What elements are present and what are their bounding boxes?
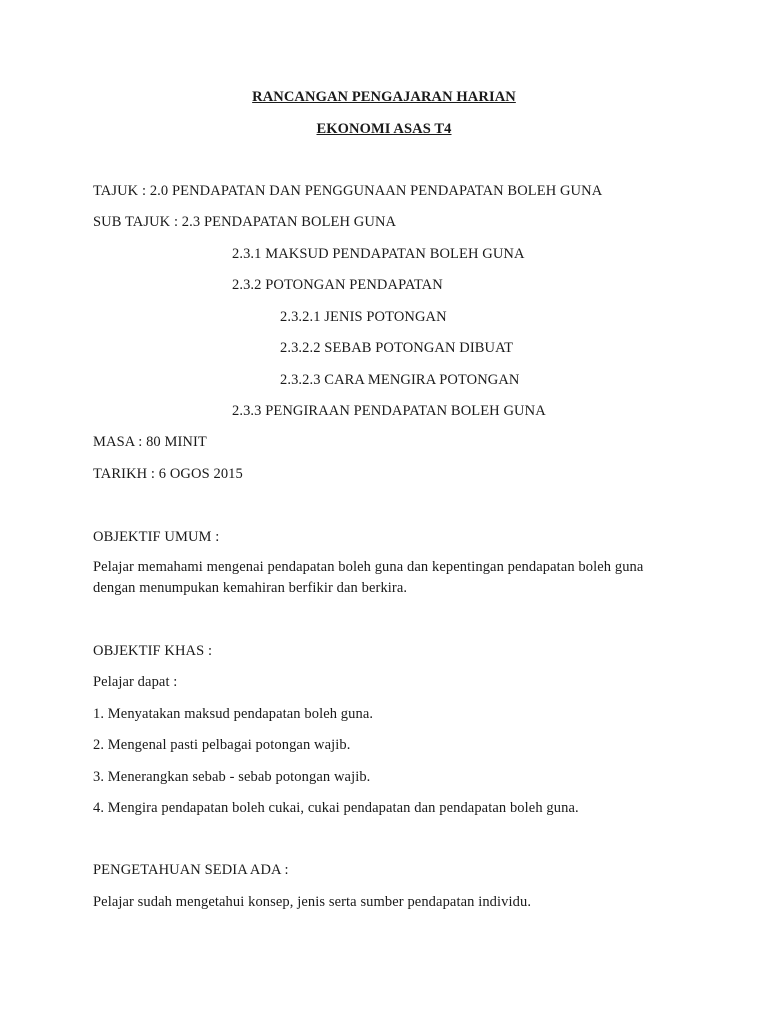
- sub-item: 2.3.2.3 CARA MENGIRA POTONGAN: [280, 372, 520, 388]
- objektif-umum-heading: OBJEKTIF UMUM :: [93, 529, 220, 545]
- tarikh-line: TARIKH : 6 OGOS 2015: [93, 466, 243, 482]
- document-subject: EKONOMI ASAS T4: [316, 121, 452, 137]
- objektif-khas-item: 2. Mengenal pasti pelbagai potongan wajib.: [93, 737, 351, 753]
- sub-item: 2.3.2.2 SEBAB POTONGAN DIBUAT: [280, 340, 514, 356]
- objektif-khas-intro: Pelajar dapat :: [93, 674, 178, 690]
- pengetahuan-heading: PENGETAHUAN SEDIA ADA :: [93, 862, 289, 878]
- sub-item: 2.3.2 POTONGAN PENDAPATAN: [232, 277, 443, 293]
- objektif-khas-item: 4. Mengira pendapatan boleh cukai, cukai pendapatan dan pendapatan boleh guna.: [93, 800, 579, 816]
- objektif-khas-heading: OBJEKTIF KHAS :: [93, 643, 213, 659]
- sub-tajuk-line: SUB TAJUK : 2.3 PENDAPATAN BOLEH GUNA: [93, 214, 397, 230]
- sub-item: 2.3.2.1 JENIS POTONGAN: [280, 309, 447, 325]
- tajuk-line: TAJUK : 2.0 PENDAPATAN DAN PENGGUNAAN PENDAPATAN BOLEH GUNA: [93, 183, 603, 199]
- document-title: RANCANGAN PENGAJARAN HARIAN: [252, 89, 516, 105]
- pengetahuan-text: Pelajar sudah mengetahui konsep, jenis serta sumber pendapatan individu.: [93, 894, 532, 910]
- objektif-khas-item: 3. Menerangkan sebab - sebab potongan wajib.: [93, 769, 371, 785]
- masa-line: MASA : 80 MINIT: [93, 434, 207, 450]
- sub-item: 2.3.3 PENGIRAAN PENDAPATAN BOLEH GUNA: [232, 403, 546, 419]
- objektif-umum-text: Pelajar memahami mengenai pendapatan boleh guna dan kepentingan pendapatan boleh guna dengan menumpukan kemahiran berfikir dan berkira.: [93, 559, 644, 596]
- objektif-khas-item: 1. Menyatakan maksud pendapatan boleh guna.: [93, 706, 374, 722]
- sub-item: 2.3.1 MAKSUD PENDAPATAN BOLEH GUNA: [232, 246, 525, 262]
